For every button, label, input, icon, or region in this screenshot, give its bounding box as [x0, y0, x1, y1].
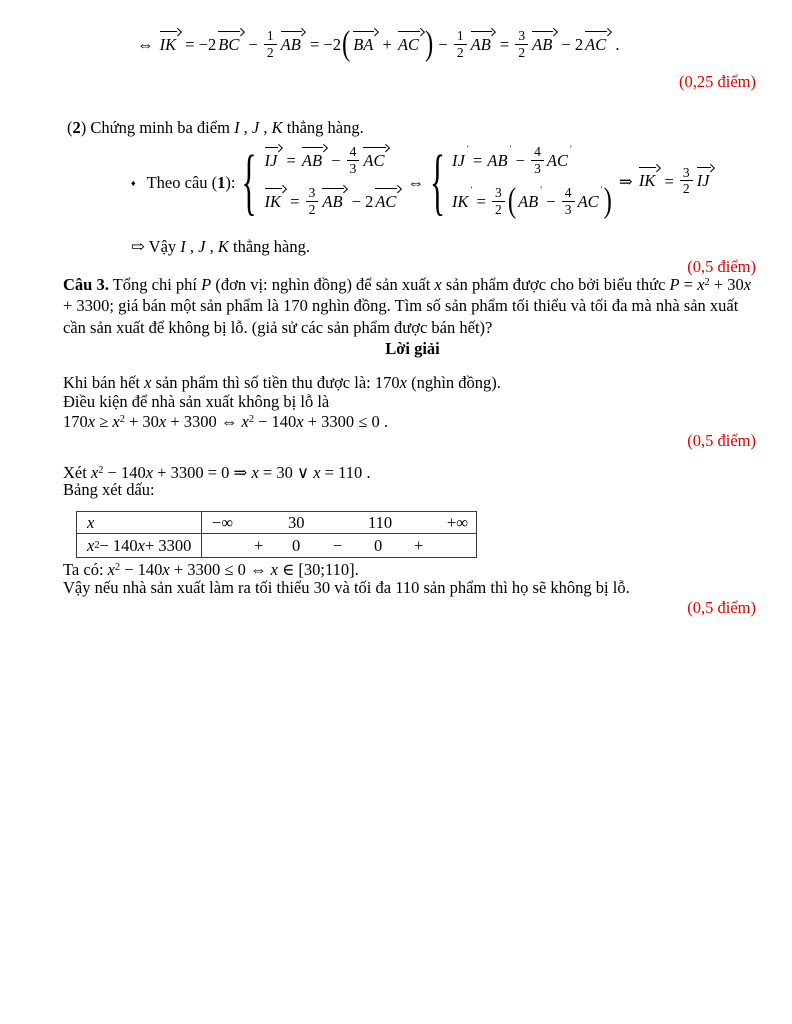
- vector-term: IK: [638, 167, 660, 191]
- fraction-denominator: 2: [264, 44, 277, 61]
- text: − 140: [99, 535, 138, 555]
- vector-term: AC: [397, 31, 423, 55]
- vector-term: IK: [264, 188, 286, 212]
- statement-part-2: [67, 117, 364, 138]
- big-paren: ): [603, 182, 612, 220]
- text: ≥: [95, 411, 113, 431]
- text: Ta có:: [63, 559, 108, 579]
- text: (: [67, 118, 73, 137]
- sign-table-values-x: [202, 512, 476, 533]
- math-var: x: [743, 274, 752, 294]
- equation-ik-expansion: [137, 24, 620, 63]
- conclusion-collinear: [131, 236, 310, 257]
- sign-table-row-fx: [77, 533, 476, 557]
- diamond-bullet-icon: ♦: [131, 177, 136, 188]
- fraction: [454, 28, 467, 60]
- text: Xét: [63, 462, 91, 482]
- math-var: x: [107, 559, 115, 579]
- fraction-numerator: 4: [564, 185, 572, 201]
- text: −: [511, 150, 530, 170]
- text: =: [282, 150, 300, 170]
- system-derivation-row: [131, 140, 715, 223]
- text: − 140: [120, 559, 163, 579]
- fraction-numerator: 3: [495, 185, 502, 201]
- fraction: [492, 185, 505, 217]
- text: ):: [225, 173, 236, 193]
- primed-vector-term: IK ′: [451, 189, 473, 212]
- math-var: P: [201, 274, 212, 294]
- table-cell: −∞: [212, 512, 234, 532]
- math-var: P: [669, 274, 680, 294]
- text: thẳng hàng.: [282, 118, 364, 137]
- vector-term: AC: [374, 188, 400, 212]
- text: sản phẩm được cho bởi biểu thức: [441, 274, 670, 294]
- vector-term: BC: [217, 31, 243, 55]
- text: + 3300 = 0 ⇒: [153, 462, 252, 482]
- score-note-025: (0,25 điểm): [679, 72, 756, 91]
- fraction-numerator: 4: [534, 144, 541, 159]
- text: + 3300; giá bán một sản phẩm là 170 nghìn đồng. Tìm số sản phẩm tối thiểu và tối đa mà nhà sản xuất cần sản xuất để không bị lỗ. (giả sử các sản phẩm được bán hết)?: [63, 296, 739, 337]
- math-var: x: [697, 274, 705, 294]
- sign-table-head-fx: [77, 534, 202, 557]
- text: + 30: [124, 411, 159, 431]
- table-cell: 0: [292, 535, 301, 555]
- inequality-line: [63, 409, 388, 432]
- vector-term: AB: [280, 31, 305, 55]
- cases-left: [241, 140, 401, 223]
- text: Theo câu (: [146, 173, 218, 193]
- text: =: [468, 150, 487, 170]
- math-var: x: [251, 462, 259, 482]
- fraction: [562, 185, 575, 217]
- fraction: [264, 28, 277, 60]
- fraction: [531, 144, 544, 176]
- text: = 110 .: [320, 462, 371, 482]
- fraction-denominator: 2: [454, 44, 467, 61]
- text: −: [434, 34, 452, 54]
- score-note-05-a: (0,5 điểm): [687, 257, 756, 276]
- superscript: 2: [94, 540, 100, 551]
- math-var: x: [270, 559, 278, 579]
- big-paren: ): [425, 24, 434, 63]
- sign-table-row-x: [77, 512, 476, 533]
- math-var: x: [145, 462, 154, 482]
- fraction: [515, 28, 528, 60]
- superscript: 2: [115, 562, 121, 573]
- vector-term: AB: [531, 31, 556, 55]
- math-var: x: [144, 373, 152, 392]
- text: .: [611, 34, 620, 54]
- text: + 30: [709, 274, 744, 294]
- math-var: x: [434, 274, 442, 294]
- fraction-denominator: 2: [492, 201, 505, 218]
- vector-term: BA: [352, 31, 377, 55]
- text: ∈ [30;110].: [277, 559, 359, 579]
- problem-statement-cau3: [63, 272, 762, 338]
- text: −: [244, 34, 262, 54]
- text: −: [542, 191, 560, 211]
- bold-text: Câu 3.: [63, 274, 109, 294]
- case2-line2: [451, 182, 613, 220]
- system-conclusion: [618, 164, 715, 199]
- superscript: 2: [98, 465, 104, 476]
- fraction-numerator: 3: [682, 164, 690, 180]
- cases-left-column: [263, 146, 402, 219]
- sign-table-values-fx: [202, 534, 476, 557]
- text: − 140: [253, 411, 297, 431]
- case1-line2: [263, 187, 402, 219]
- fraction-denominator: 3: [562, 201, 575, 218]
- text: ⇔: [407, 173, 424, 193]
- text: =: [286, 191, 304, 211]
- text: thẳng hàng.: [228, 237, 310, 256]
- table-cell: −: [333, 535, 343, 555]
- text: + 3300: [144, 535, 192, 555]
- text: = −2: [181, 34, 217, 54]
- text: + 3300 ⇔: [166, 411, 242, 431]
- fraction-denominator: 2: [306, 201, 319, 218]
- text: sản phẩm thì số tiền thu được là: 170: [151, 373, 400, 392]
- sign-table-label: Bảng xét dấu:: [63, 480, 155, 499]
- table-cell: 110: [368, 512, 393, 532]
- text: ) Chứng minh ba điểm: [80, 118, 235, 137]
- fraction-numerator: 3: [308, 185, 316, 201]
- text: − 2: [557, 34, 584, 54]
- revenue-line: [63, 372, 501, 393]
- cases-right: [429, 140, 613, 223]
- text: −: [327, 150, 345, 170]
- case1-line1: [263, 146, 402, 178]
- text: − 140: [103, 462, 146, 482]
- iff-arrow: [407, 172, 424, 193]
- fraction: [347, 144, 360, 176]
- math-var: x: [87, 535, 95, 555]
- score-note-05-c: (0,5 điểm): [687, 598, 756, 617]
- fraction-numerator: 4: [349, 144, 357, 159]
- text: + 3300 ≤ 0 ⇔: [169, 559, 271, 579]
- superscript: 2: [704, 277, 710, 288]
- vector-term: AC: [584, 31, 610, 55]
- fraction-denominator: 2: [515, 44, 528, 61]
- vector-term: IK: [159, 31, 181, 55]
- math-var: x: [399, 373, 407, 392]
- fraction-denominator: 3: [531, 160, 544, 177]
- text: = 30 ∨: [258, 462, 314, 482]
- solution-heading: Lời giải: [385, 339, 440, 358]
- text: + 3300 ≤ 0 .: [303, 411, 388, 431]
- fraction-denominator: 3: [347, 160, 360, 177]
- big-paren: (: [507, 182, 517, 220]
- vector-term: IJ: [264, 147, 282, 171]
- math-var: x: [313, 462, 321, 482]
- math-var: x: [112, 411, 120, 431]
- primed-vector-term: AB ′: [486, 148, 511, 171]
- math-var: x: [158, 411, 167, 431]
- text: (nghìn đồng).: [406, 373, 501, 392]
- math-var: x: [87, 411, 96, 431]
- text: − 2: [347, 191, 374, 211]
- vector-term: IJ: [696, 167, 714, 191]
- table-cell: 0: [374, 535, 383, 555]
- superscript: 2: [119, 414, 125, 425]
- vector-term: AB: [301, 147, 326, 171]
- primed-vector-term: AC ′: [546, 148, 572, 171]
- math-var: x: [90, 462, 99, 482]
- fraction-numerator: 3: [518, 28, 526, 43]
- case2-line1: [451, 146, 613, 178]
- math-var: I , J , K: [180, 237, 229, 256]
- vector-term: AB: [321, 188, 346, 212]
- fraction-denominator: 2: [680, 180, 693, 197]
- text: ⇔: [137, 34, 158, 54]
- bold-text: 2: [72, 118, 81, 137]
- table-cell: +: [414, 535, 424, 555]
- primed-vector-term: IJ ′: [451, 148, 469, 171]
- sign-table: [76, 511, 477, 558]
- text: =: [679, 274, 698, 294]
- final-conclusion-line: Vậy nếu nhà sản xuất làm ra tối thiểu 30 và tối đa 110 sản phẩm thì họ sẽ không bị lỗ.: [63, 578, 630, 597]
- fraction-numerator: 1: [456, 28, 464, 43]
- left-brace-icon: {: [429, 140, 445, 223]
- math-var: x: [162, 559, 170, 579]
- text: =: [472, 191, 491, 211]
- bold-text: 1: [217, 173, 226, 193]
- math-var: x: [241, 411, 249, 431]
- text: =: [495, 34, 514, 54]
- condition-line: Điều kiện để nhà sản xuất không bị lỗ là: [63, 392, 330, 411]
- math-var: x: [137, 535, 145, 555]
- fraction: [680, 165, 693, 197]
- score-note-05-b: (0,5 điểm): [687, 431, 756, 450]
- left-brace-icon: {: [241, 140, 257, 223]
- math-var: x: [296, 411, 304, 431]
- math-var: I , J , K: [234, 118, 283, 137]
- text: (đơn vị: nghìn đồng) để sản xuất: [211, 274, 435, 294]
- sign-table-head-x: [77, 512, 202, 533]
- primed-vector-term: AB ′: [517, 189, 542, 212]
- text: 170: [63, 411, 88, 431]
- primed-vector-term: AC ′: [577, 189, 603, 212]
- math-var: x: [87, 512, 95, 532]
- big-paren: (: [341, 24, 351, 63]
- text: Tổng chi phí: [108, 274, 202, 294]
- theo-cau-label: [147, 172, 236, 193]
- vector-term: AB: [470, 31, 495, 55]
- table-cell: +∞: [446, 512, 468, 532]
- superscript: 2: [248, 414, 254, 425]
- text: +: [378, 34, 396, 54]
- fraction-numerator: 1: [266, 28, 274, 43]
- text: = −2: [305, 34, 341, 54]
- cases-right-column: [451, 146, 613, 219]
- text: ⇒: [618, 171, 637, 191]
- table-cell: 30: [288, 512, 305, 532]
- text: =: [660, 171, 678, 191]
- vector-term: AC: [362, 147, 388, 171]
- table-cell: +: [254, 535, 264, 555]
- fraction: [306, 185, 319, 217]
- text: Khi bán hết: [63, 373, 145, 392]
- text: ⇨ Vậy: [131, 237, 181, 256]
